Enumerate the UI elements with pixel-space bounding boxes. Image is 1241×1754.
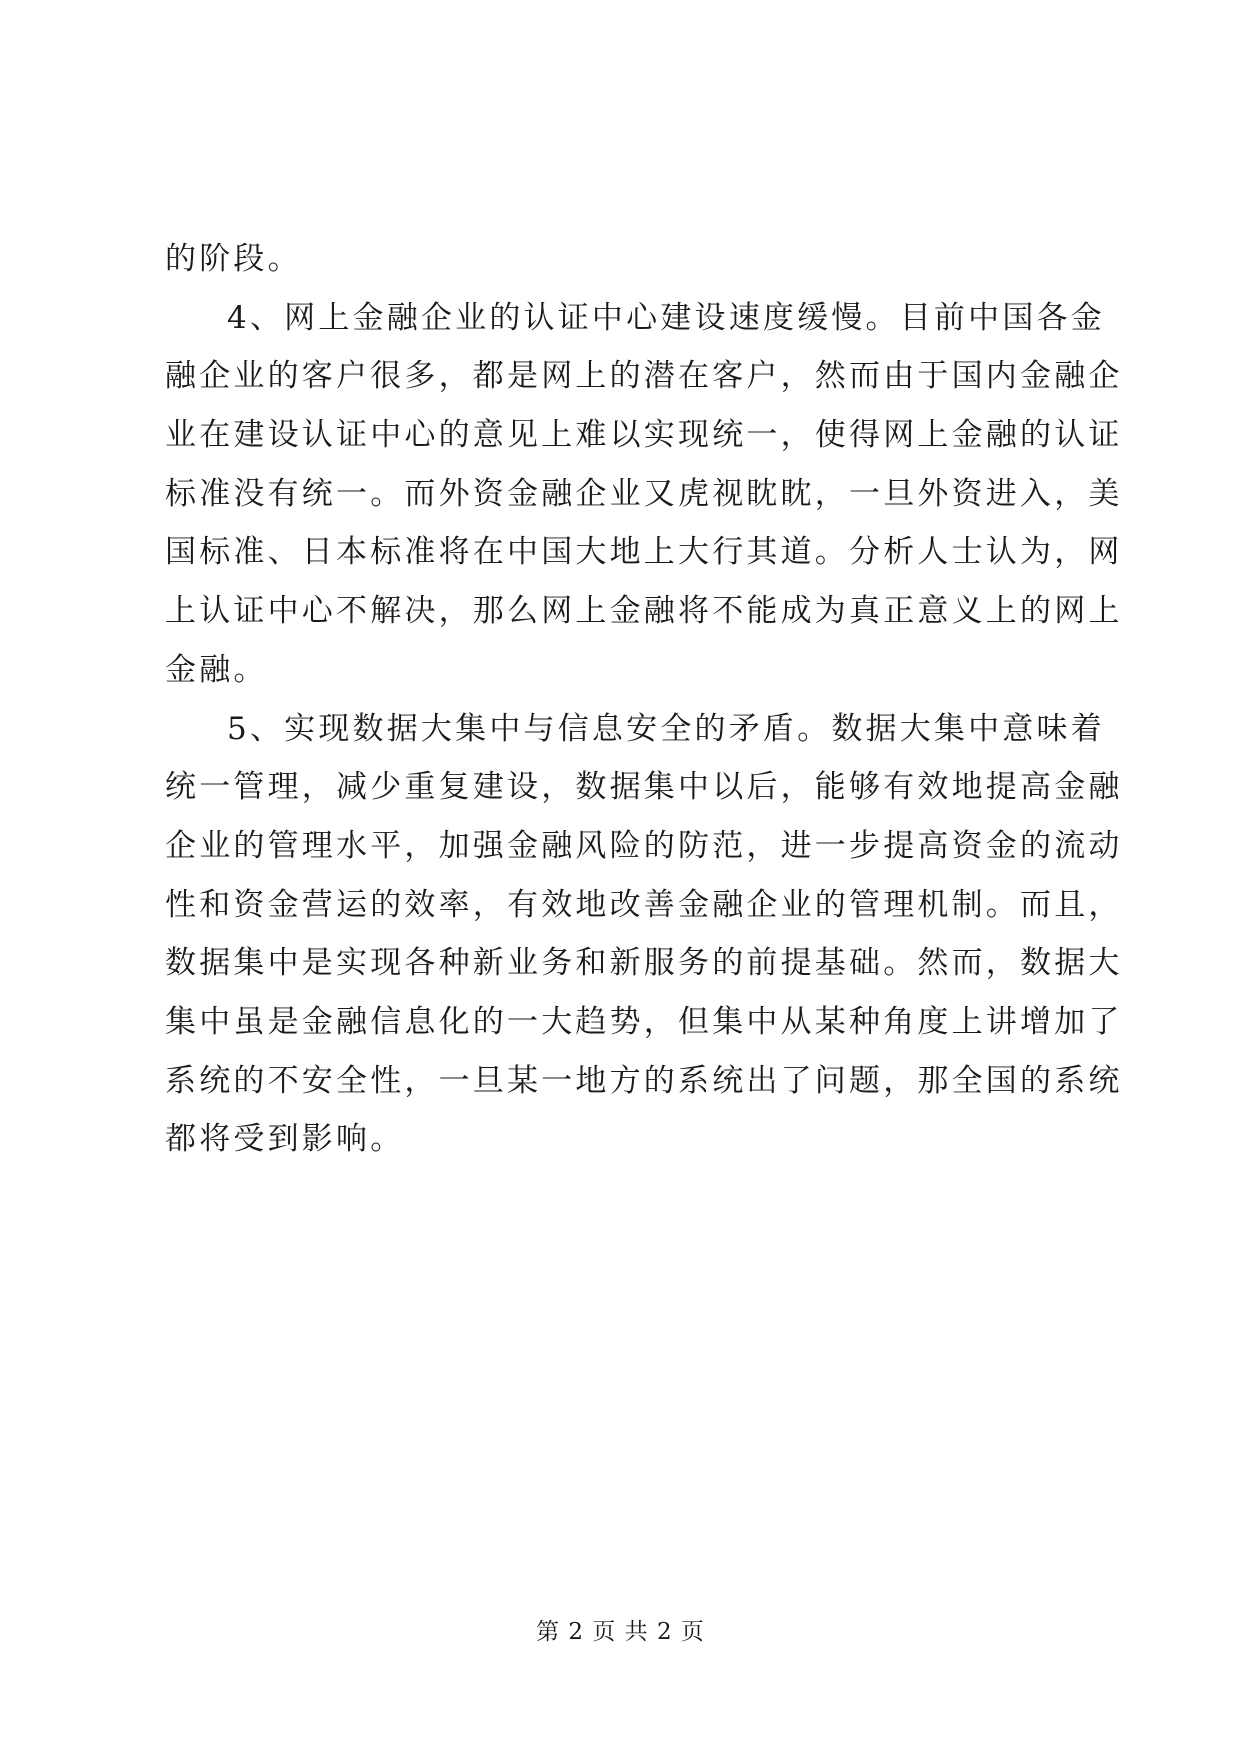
page-number: 第 2 页 共 2 页	[536, 1619, 705, 1645]
text-line: 都将受到影响。	[165, 1121, 405, 1158]
text-line: 国标准、日本标准将在中国大地上大行其道。分析人士认为，网	[165, 534, 1123, 571]
page-footer	[0, 1613, 1241, 1646]
text-line: 企业的管理水平，加强金融风险的防范，进一步提高资金的流动	[165, 827, 1123, 864]
text-line: 的阶段。	[165, 241, 302, 277]
paragraph	[165, 230, 1085, 289]
text-line: 标准没有统一。而外资金融企业又虎视眈眈，一旦外资进入，美	[165, 475, 1123, 512]
text-line: 金融。	[165, 651, 268, 688]
text-line: 5、实现数据大集中与信息安全的矛盾。数据大集中意味着	[227, 710, 1105, 747]
text-line: 统一管理，减少重复建设，数据集中以后，能够有效地提高金融	[165, 769, 1123, 806]
text-line: 融企业的客户很多，都是网上的潜在客户，然而由于国内金融企	[165, 358, 1123, 395]
text-line: 数据集中是实现各种新业务和新服务的前提基础。然而，数据大	[165, 945, 1123, 982]
document-body	[165, 230, 1123, 1169]
paragraph	[165, 700, 1123, 1170]
text-line: 集中虽是金融信息化的一大趋势，但集中从某种角度上讲增加了	[165, 1003, 1123, 1040]
paragraph	[165, 289, 1123, 700]
text-line: 上认证中心不解决，那么网上金融将不能成为真正意义上的网上	[165, 593, 1123, 630]
text-line: 业在建设认证中心的意见上难以实现统一，使得网上金融的认证	[165, 417, 1123, 454]
text-line: 系统的不安全性，一旦某一地方的系统出了问题，那全国的系统	[165, 1062, 1123, 1099]
text-line: 4、网上金融企业的认证中心建设速度缓慢。目前中国各金	[227, 299, 1105, 336]
text-line: 性和资金营运的效率，有效地改善金融企业的管理机制。而且，	[165, 886, 1123, 923]
